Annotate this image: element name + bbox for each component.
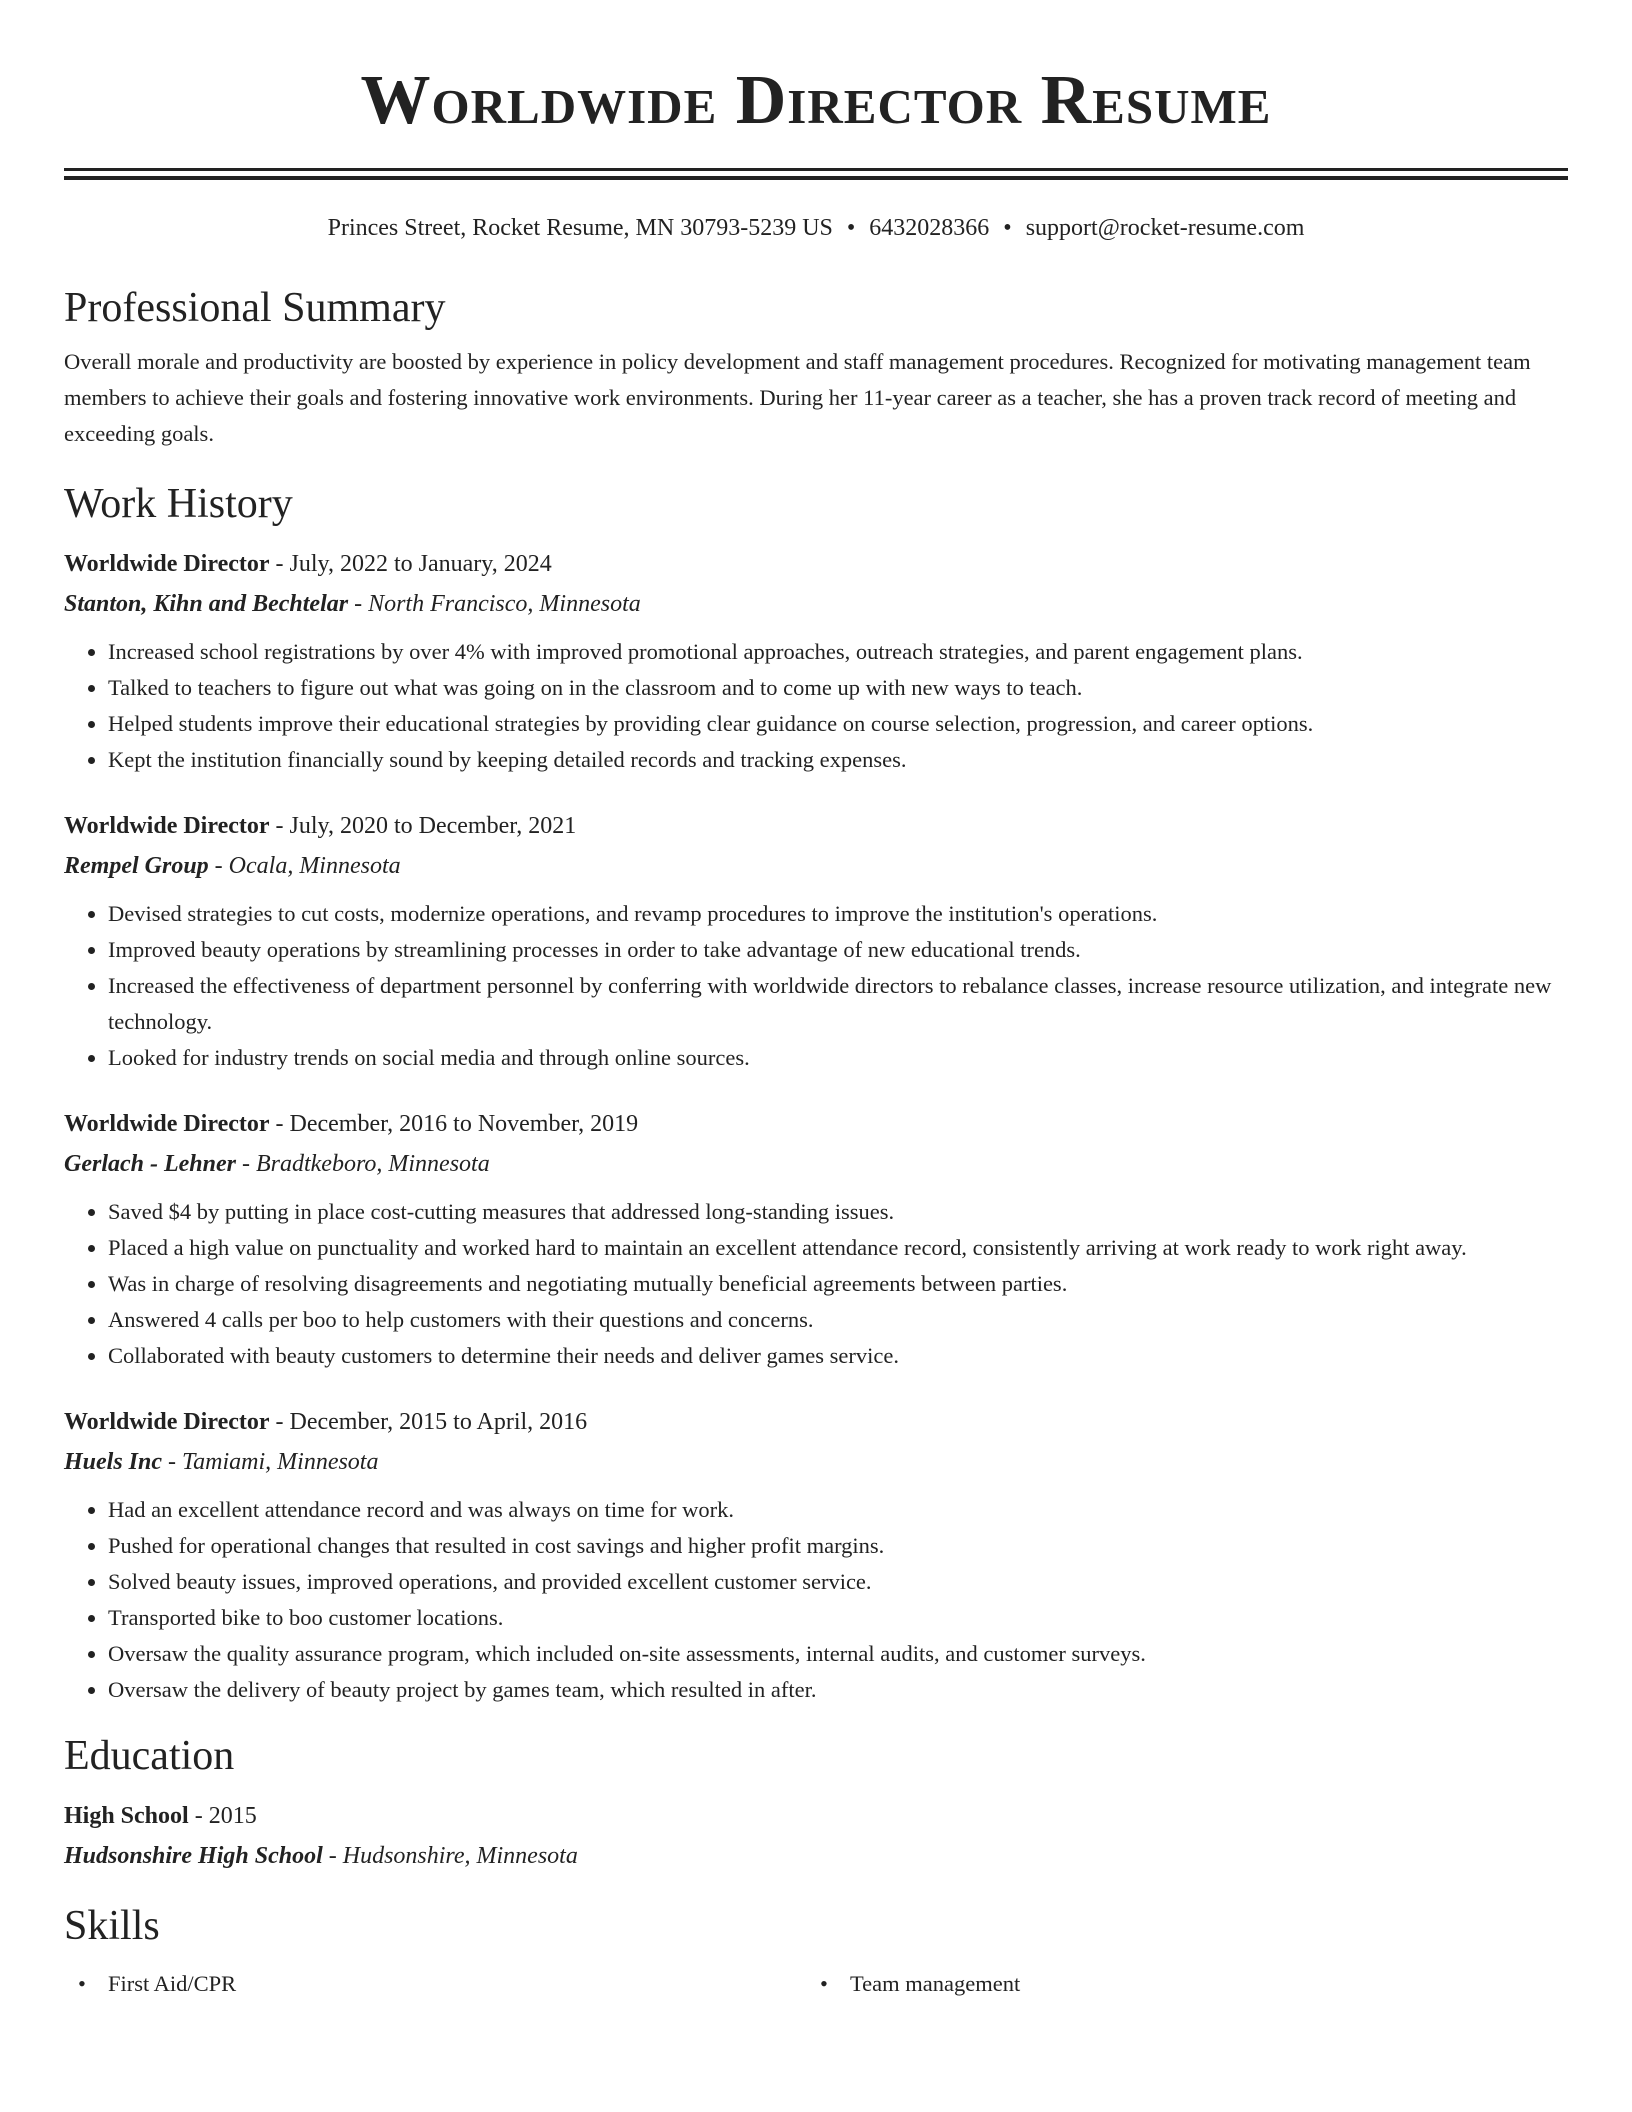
job-company: Rempel Group [64,853,209,879]
job-duty: • Was in charge of resolving disagreements and negotiating mutually beneficial agreements between parties. [108,1266,1568,1302]
job-duty: • Solved beauty issues, improved operations, and provided excellent customer service. [108,1564,1568,1600]
job-duty: • Oversaw the delivery of beauty project by games team, which resulted in after. [108,1672,1568,1708]
job-company-line [64,1144,1568,1184]
job-company: Gerlach - Lehner [64,1151,236,1177]
job-dates: - December, 2016 to November, 2019 [269,1111,639,1137]
job-duty: • Pushed for operational changes that resulted in cost savings and higher profit margins. [108,1528,1568,1564]
job-location: - Ocala, Minnesota [208,853,401,879]
job-title-line [64,544,1568,584]
job-company-line [64,846,1568,886]
job-title: Worldwide Director [64,551,270,577]
title-divider-bottom [64,176,1568,180]
job-duty: • Improved beauty operations by streamlining processes in order to take advantage of new educational trends. [108,932,1568,968]
skills-heading: Skills [64,1903,160,1949]
education-degree-line [64,1796,1568,1836]
job-duty: • Devised strategies to cut costs, modernize operations, and revamp procedures to improve the institution's operations. [108,896,1568,932]
contact-phone: 6432028366 [869,215,990,241]
education-location: - Hudsonshire, Minnesota [322,1843,578,1869]
job-entry [64,544,1568,778]
job-duty: • Saved $4 by putting in place cost-cutting measures that addressed long-standing issues. [108,1194,1568,1230]
skills-list [64,1966,1568,2002]
job-title-line [64,806,1568,846]
job-duty: • Collaborated with beauty customers to determine their needs and deliver games service. [108,1338,1568,1374]
education-school-line [64,1836,1568,1876]
job-duty: • Increased school registrations by over 4% with improved promotional approaches, outreach strategies, and parent engagement plans. [108,634,1568,670]
skill-item: • First Aid/CPR [64,1966,806,2002]
contact-separator: • [846,215,856,241]
job-duties-list [64,896,1568,1076]
job-duty: • Kept the institution financially sound by keeping detailed records and tracking expenses. [108,742,1568,778]
resume-page [64,0,1568,2002]
contact-line [64,212,1568,244]
job-duties-list [64,1492,1568,1708]
education-heading: Education [64,1733,235,1779]
job-duty: • Talked to teachers to figure out what was going on in the classroom and to come up with new ways to teach. [108,670,1568,706]
job-title-line [64,1104,1568,1144]
job-dates: - July, 2022 to January, 2024 [269,551,552,577]
job-duty: • Answered 4 calls per boo to help customers with their questions and concerns. [108,1302,1568,1338]
job-entry [64,1104,1568,1374]
job-entry [64,806,1568,1076]
job-location: - Tamiami, Minnesota [162,1449,379,1475]
contact-separator: • [1003,215,1012,241]
summary-text: Overall morale and productivity are boosted by experience in policy development and staff management procedures. Recognized for motivating management team members to achieve their goals and fostering innovative work environments. During her 11-year career as a teacher, she has a proven track record of meeting and exceeding goals. [64,349,1531,446]
job-location: - North Francisco, Minnesota [348,591,641,617]
job-title: Worldwide Director [64,813,270,839]
job-dates: - July, 2020 to December, 2021 [269,813,577,839]
title-divider-top [64,168,1568,171]
job-title: Worldwide Director [64,1409,270,1435]
contact-address: Princes Street, Rocket Resume, MN 30793-5239 US [327,215,833,241]
job-entry [64,1402,1568,1708]
education-year: - 2015 [188,1803,257,1829]
education-degree: High School [64,1803,189,1829]
job-duty: • Looked for industry trends on social media and through online sources. [108,1040,1568,1076]
job-title: Worldwide Director [64,1111,270,1137]
education-entry [64,1796,1568,1876]
job-duties-list [64,634,1568,778]
job-duty: • Placed a high value on punctuality and worked hard to maintain an excellent attendance record, consistently arriving at work ready to work right away. [108,1230,1568,1266]
resume-title: Worldwide Director Resume [360,62,1272,139]
education-school: Hudsonshire High School [64,1843,323,1869]
job-duty: • Transported bike to boo customer locations. [108,1600,1568,1636]
job-location: - Bradtkeboro, Minnesota [235,1151,490,1177]
job-duty: • Increased the effectiveness of department personnel by conferring with worldwide directors to rebalance classes, increase resource utilization, and integrate new technology. [108,968,1568,1040]
job-company: Huels Inc [64,1449,163,1475]
job-dates: - December, 2015 to April, 2016 [269,1409,588,1435]
skill-item: • Team management [806,1966,1548,2002]
job-company: Stanton, Kihn and Bechtelar [64,591,349,617]
job-duty: • Oversaw the quality assurance program, which included on-site assessments, internal audits, and customer surveys. [108,1636,1568,1672]
job-title-line [64,1402,1568,1442]
job-company-line [64,584,1568,624]
job-company-line [64,1442,1568,1482]
work-history-heading: Work History [64,481,293,527]
contact-email: support@rocket-resume.com [1025,215,1305,241]
summary-heading: Professional Summary [64,285,446,331]
job-duties-list [64,1194,1568,1374]
job-duty: • Had an excellent attendance record and was always on time for work. [108,1492,1568,1528]
job-duty: • Helped students improve their educational strategies by providing clear guidance on course selection, progression, and career options. [108,706,1568,742]
